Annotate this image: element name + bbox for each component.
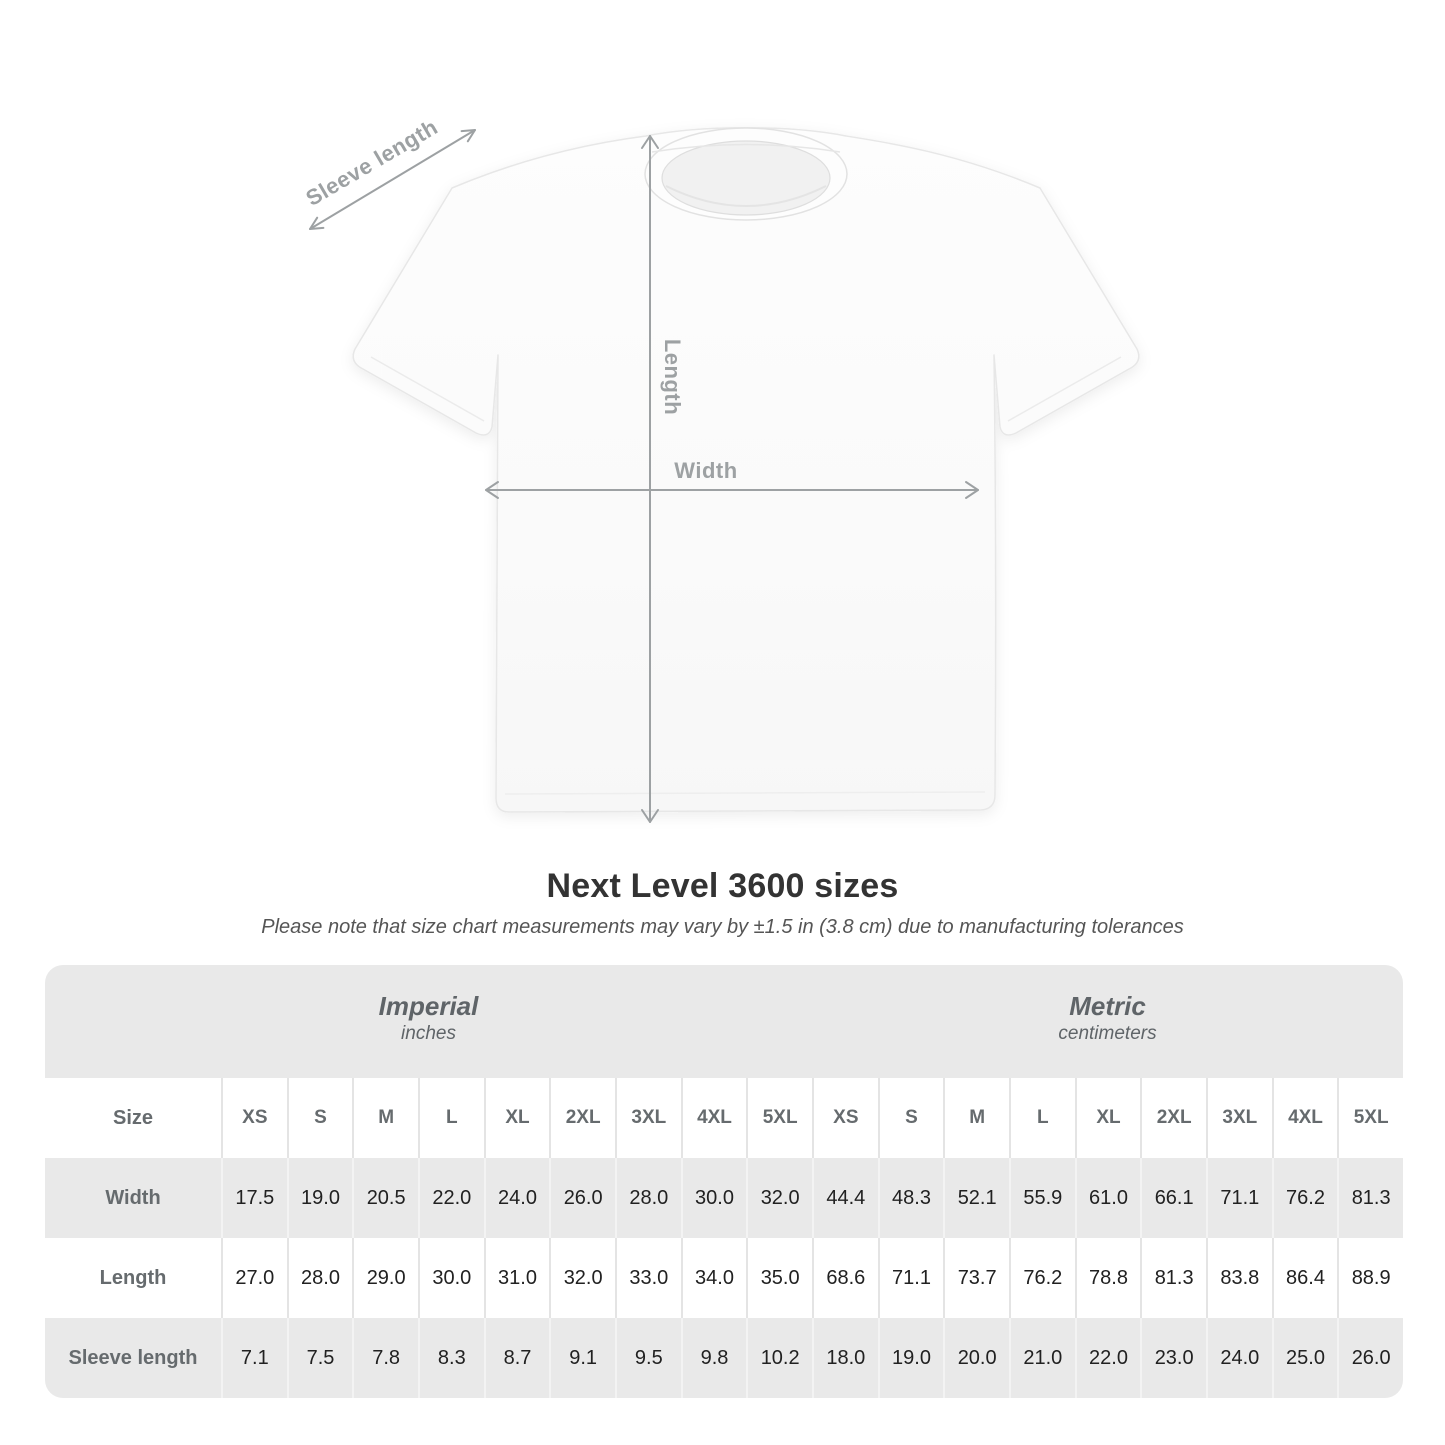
imperial-group-name: Imperial — [378, 991, 479, 1021]
size-header: 4XL — [681, 1078, 747, 1158]
imperial-group-header — [45, 965, 812, 1078]
size-header: S — [287, 1078, 353, 1158]
width-value: 71.1 — [1206, 1158, 1272, 1238]
sleeve-value: 7.5 — [287, 1318, 353, 1398]
width-value: 24.0 — [484, 1158, 550, 1238]
sleeve-value: 18.0 — [812, 1318, 878, 1398]
length-value: 27.0 — [221, 1238, 287, 1318]
size-header: 5XL — [1337, 1078, 1403, 1158]
size-header: L — [1009, 1078, 1075, 1158]
length-value: 88.9 — [1337, 1238, 1403, 1318]
sleeve-value: 10.2 — [746, 1318, 812, 1398]
size-header-row — [45, 1078, 1403, 1158]
length-row — [45, 1238, 1403, 1318]
width-value: 19.0 — [287, 1158, 353, 1238]
row-label-width: Width — [105, 1186, 161, 1209]
length-value: 83.8 — [1206, 1238, 1272, 1318]
length-value: 81.3 — [1140, 1238, 1206, 1318]
sleeve-value: 8.3 — [418, 1318, 484, 1398]
size-header: 2XL — [549, 1078, 615, 1158]
size-header: XL — [484, 1078, 550, 1158]
length-value: 71.1 — [878, 1238, 944, 1318]
size-header: 3XL — [615, 1078, 681, 1158]
row-label-length: Length — [99, 1266, 167, 1289]
tshirt-body — [353, 128, 1139, 812]
length-value: 31.0 — [484, 1238, 550, 1318]
metric-group-header — [812, 965, 1403, 1078]
width-value: 17.5 — [221, 1158, 287, 1238]
width-row — [45, 1158, 1403, 1238]
metric-group-name: Metric — [1069, 991, 1146, 1021]
sleeve-length-label: Sleeve length — [301, 114, 442, 211]
width-value: 66.1 — [1140, 1158, 1206, 1238]
size-header: XL — [1075, 1078, 1141, 1158]
sleeve-value: 7.8 — [352, 1318, 418, 1398]
sleeve-value: 21.0 — [1009, 1318, 1075, 1398]
sleeve-arrowhead-bottom — [310, 218, 323, 229]
size-header: 3XL — [1206, 1078, 1272, 1158]
width-value: 30.0 — [681, 1158, 747, 1238]
width-value: 55.9 — [1009, 1158, 1075, 1238]
sleeve-value: 24.0 — [1206, 1318, 1272, 1398]
width-value: 52.1 — [943, 1158, 1009, 1238]
width-value: 32.0 — [746, 1158, 812, 1238]
width-value: 20.5 — [352, 1158, 418, 1238]
title-block — [0, 868, 1445, 939]
size-header: 5XL — [746, 1078, 812, 1158]
width-value: 61.0 — [1075, 1158, 1141, 1238]
width-label: Width — [674, 458, 738, 483]
sleeve-value: 19.0 — [878, 1318, 944, 1398]
length-value: 68.6 — [812, 1238, 878, 1318]
row-label-sleeve-length: Sleeve length — [68, 1346, 198, 1369]
sleeve-value: 25.0 — [1272, 1318, 1338, 1398]
collar-opening — [662, 141, 830, 215]
sleeve-value: 7.1 — [221, 1318, 287, 1398]
length-value: 32.0 — [549, 1238, 615, 1318]
width-value: 81.3 — [1337, 1158, 1403, 1238]
tshirt-illustration — [353, 128, 1139, 812]
unit-group-band — [45, 965, 1403, 1078]
length-value: 28.0 — [287, 1238, 353, 1318]
sleeve-value: 8.7 — [484, 1318, 550, 1398]
size-header: XS — [812, 1078, 878, 1158]
length-value: 86.4 — [1272, 1238, 1338, 1318]
width-value: 76.2 — [1272, 1158, 1338, 1238]
sleeve-value: 22.0 — [1075, 1318, 1141, 1398]
length-value: 33.0 — [615, 1238, 681, 1318]
size-chart-table — [45, 965, 1403, 1398]
width-value: 48.3 — [878, 1158, 944, 1238]
metric-group-unit: centimeters — [1058, 1023, 1157, 1044]
width-value: 22.0 — [418, 1158, 484, 1238]
sleeve-value: 9.5 — [615, 1318, 681, 1398]
sleeve-arrowhead-top — [462, 130, 475, 141]
sleeve-value: 26.0 — [1337, 1318, 1403, 1398]
length-label: Length — [660, 338, 685, 416]
tolerance-note: Please note that size chart measurements may vary by ±1.5 in (3.8 cm) due to manufacturing tolerances — [261, 916, 1184, 938]
size-header: L — [418, 1078, 484, 1158]
length-value: 30.0 — [418, 1238, 484, 1318]
sleeve-value: 9.1 — [549, 1318, 615, 1398]
length-value: 29.0 — [352, 1238, 418, 1318]
sleeve-value: 20.0 — [943, 1318, 1009, 1398]
size-header: XS — [221, 1078, 287, 1158]
size-header: 4XL — [1272, 1078, 1338, 1158]
page-title: Next Level 3600 sizes — [546, 867, 899, 905]
sleeve-value: 23.0 — [1140, 1318, 1206, 1398]
sleeve-value: 9.8 — [681, 1318, 747, 1398]
length-value: 35.0 — [746, 1238, 812, 1318]
size-header: M — [943, 1078, 1009, 1158]
length-value: 76.2 — [1009, 1238, 1075, 1318]
length-value: 73.7 — [943, 1238, 1009, 1318]
size-header: 2XL — [1140, 1078, 1206, 1158]
width-value: 28.0 — [615, 1158, 681, 1238]
size-header: M — [352, 1078, 418, 1158]
imperial-group-unit: inches — [401, 1023, 456, 1044]
size-header: S — [878, 1078, 944, 1158]
width-value: 44.4 — [812, 1158, 878, 1238]
size-column-label: Size — [112, 1106, 154, 1129]
length-value: 78.8 — [1075, 1238, 1141, 1318]
sleeve-length-row — [45, 1318, 1403, 1398]
width-value: 26.0 — [549, 1158, 615, 1238]
length-value: 34.0 — [681, 1238, 747, 1318]
